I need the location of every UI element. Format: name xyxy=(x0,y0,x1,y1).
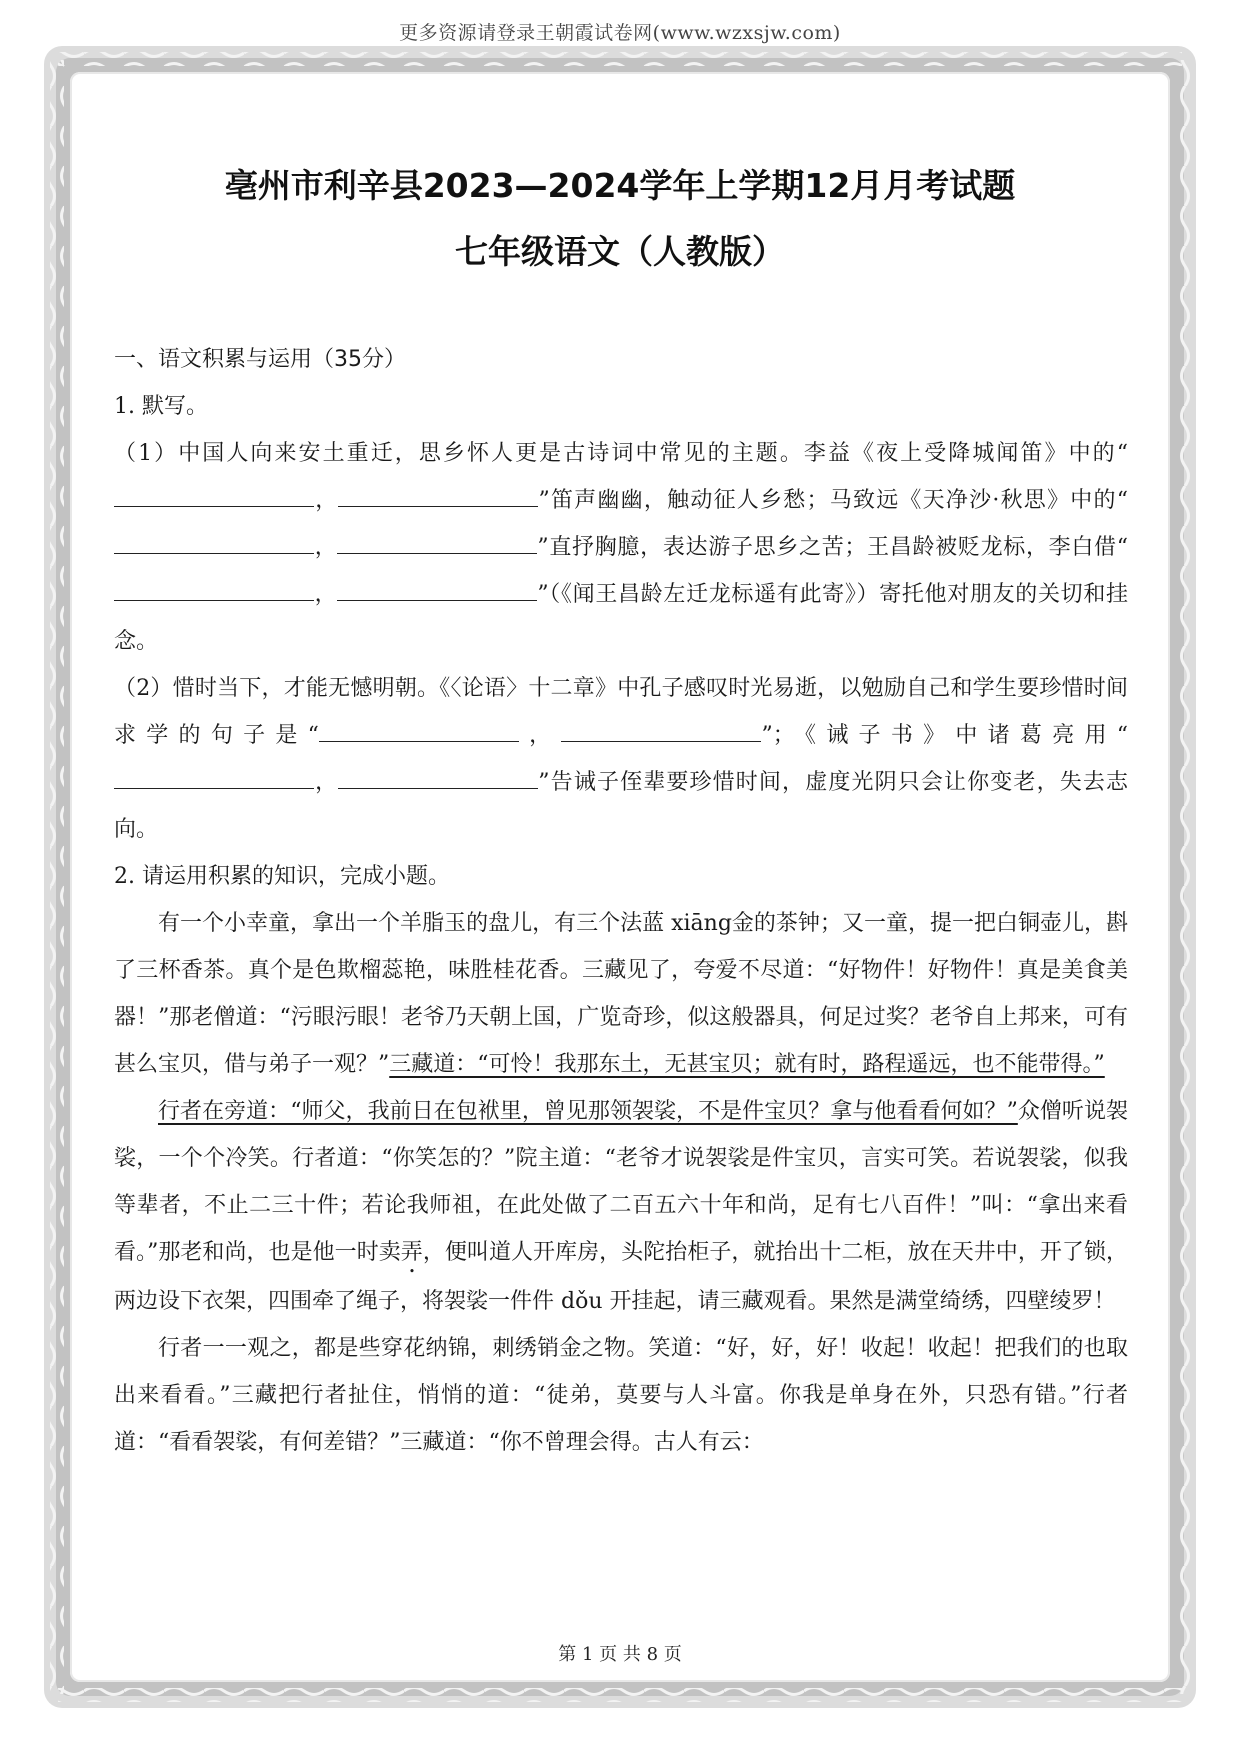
question-1-label: 1. 默写。 xyxy=(114,394,208,419)
section-heading: 一、语文积累与运用（35分） xyxy=(114,347,406,372)
answer-blank[interactable] xyxy=(114,766,314,789)
passage-paragraph-2: 行者在旁道：“师父，我前日在包袱里，曾见那领袈裟，不是件宝贝？拿与他看看何如？”众僧听说袈裟，一个个冷笑。行者道：“你笑怎的？”院主道：“老爷才说袈裟是件宝贝，言实可笑。若说袈裟，似我等辈者，不止二三十件；若论我师祖，在此处做了二百五六十年和尚，足有七八百件！”叫：“拿出来看看。”那老和尚，也是他一时卖弄，便叫道人开库房，头陀抬柜子，就抬出十二柜，放在天井中，开了锁，两边设下衣架，四围牵了绳子，将袈裟一件件 dǒu 开挂起，请三藏观看。果然是满堂绮绣，四壁绫罗！ xyxy=(114,1099,1128,1314)
passage-paragraph-3: 行者一一观之，都是些穿花纳锦，刺绣销金之物。笑道：“好，好，好！收起！收起！把我们的也取出来看看。”三藏把行者扯住，悄悄的道：“徒弟，莫要与人斗富。你我是单身在外，只恐有错。”行者道：“看看袈裟，有何差错？”三藏道：“你不曾理会得。古人有云： xyxy=(114,1336,1128,1455)
question-1-part-2: （2）惜时当下，才能无憾明朝。《〈论语〉十二章》中孔子感叹时光易逝，以勉励自己和学生要珍惜时间求学的句子是“ ， ”；《诫子书》中诸葛亮用“， ”告诫子侄辈要珍惜时间，虚度光阴只会让你变老，失去志向。 xyxy=(114,676,1128,842)
exam-subtitle: 七年级语文（人教版） xyxy=(455,232,785,271)
answer-blank[interactable] xyxy=(338,484,538,507)
question-1-part-1: （1）中国人向来安土重迁，思乡怀人更是古诗词中常见的主题。李益《夜上受降城闻笛》中的“， ”笛声幽幽，触动征人乡愁；马致远《天净沙·秋思》中的“， ”直抒胸臆，表达游子思乡之苦；王昌龄被贬龙标，李白借“， ”（《闻王昌龄左迁龙标遥有此寄》）寄托他对朋友的关切和挂念。 xyxy=(114,441,1128,654)
answer-blank[interactable] xyxy=(114,578,314,601)
exam-title: 亳州市利辛县2023—2024学年上学期12月月考试题 xyxy=(224,166,1016,205)
question-2-label: 2. 请运用积累的知识，完成小题。 xyxy=(114,864,450,889)
answer-blank[interactable] xyxy=(114,484,314,507)
page-number: 第 1 页 共 8 页 xyxy=(558,1644,682,1665)
answer-blank[interactable] xyxy=(337,578,537,601)
answer-blank[interactable] xyxy=(337,531,537,554)
answer-blank[interactable] xyxy=(338,766,538,789)
resource-site-note: 更多资源请登录王朝霞试卷网(www.wzxsjw.com) xyxy=(399,22,841,44)
underlined-sentence: 三藏道：“可怜！我那东土，无甚宝贝；就有时，路程遥远，也不能带得。” xyxy=(389,1052,1105,1077)
emphasis-dot-char: 弄 xyxy=(400,1240,423,1265)
exam-content xyxy=(114,336,1128,1466)
answer-blank[interactable] xyxy=(561,719,761,742)
answer-blank[interactable] xyxy=(319,719,519,742)
underlined-sentence: 行者在旁道：“师父，我前日在包袱里，曾见那领袈裟，不是件宝贝？拿与他看看何如？” xyxy=(158,1099,1018,1124)
passage-paragraph-1: 有一个小幸童，拿出一个羊脂玉的盘儿，有三个法蓝 xiāng金的茶钟；又一童，提一把白铜壶儿，斟了三杯香茶。真个是色欺榴蕊艳，味胜桂花香。三藏见了，夸爱不尽道：“好物件！好物件！真是美食美器！”那老僧道：“污眼污眼！老爷乃天朝上国，广览奇珍，似这般器具，何足过奖？老爷自上邦来，可有甚么宝贝，借与弟子一观？”三藏道：“可怜！我那东土，无甚宝贝；就有时，路程遥远，也不能带得。” xyxy=(114,911,1128,1077)
answer-blank[interactable] xyxy=(114,531,314,554)
